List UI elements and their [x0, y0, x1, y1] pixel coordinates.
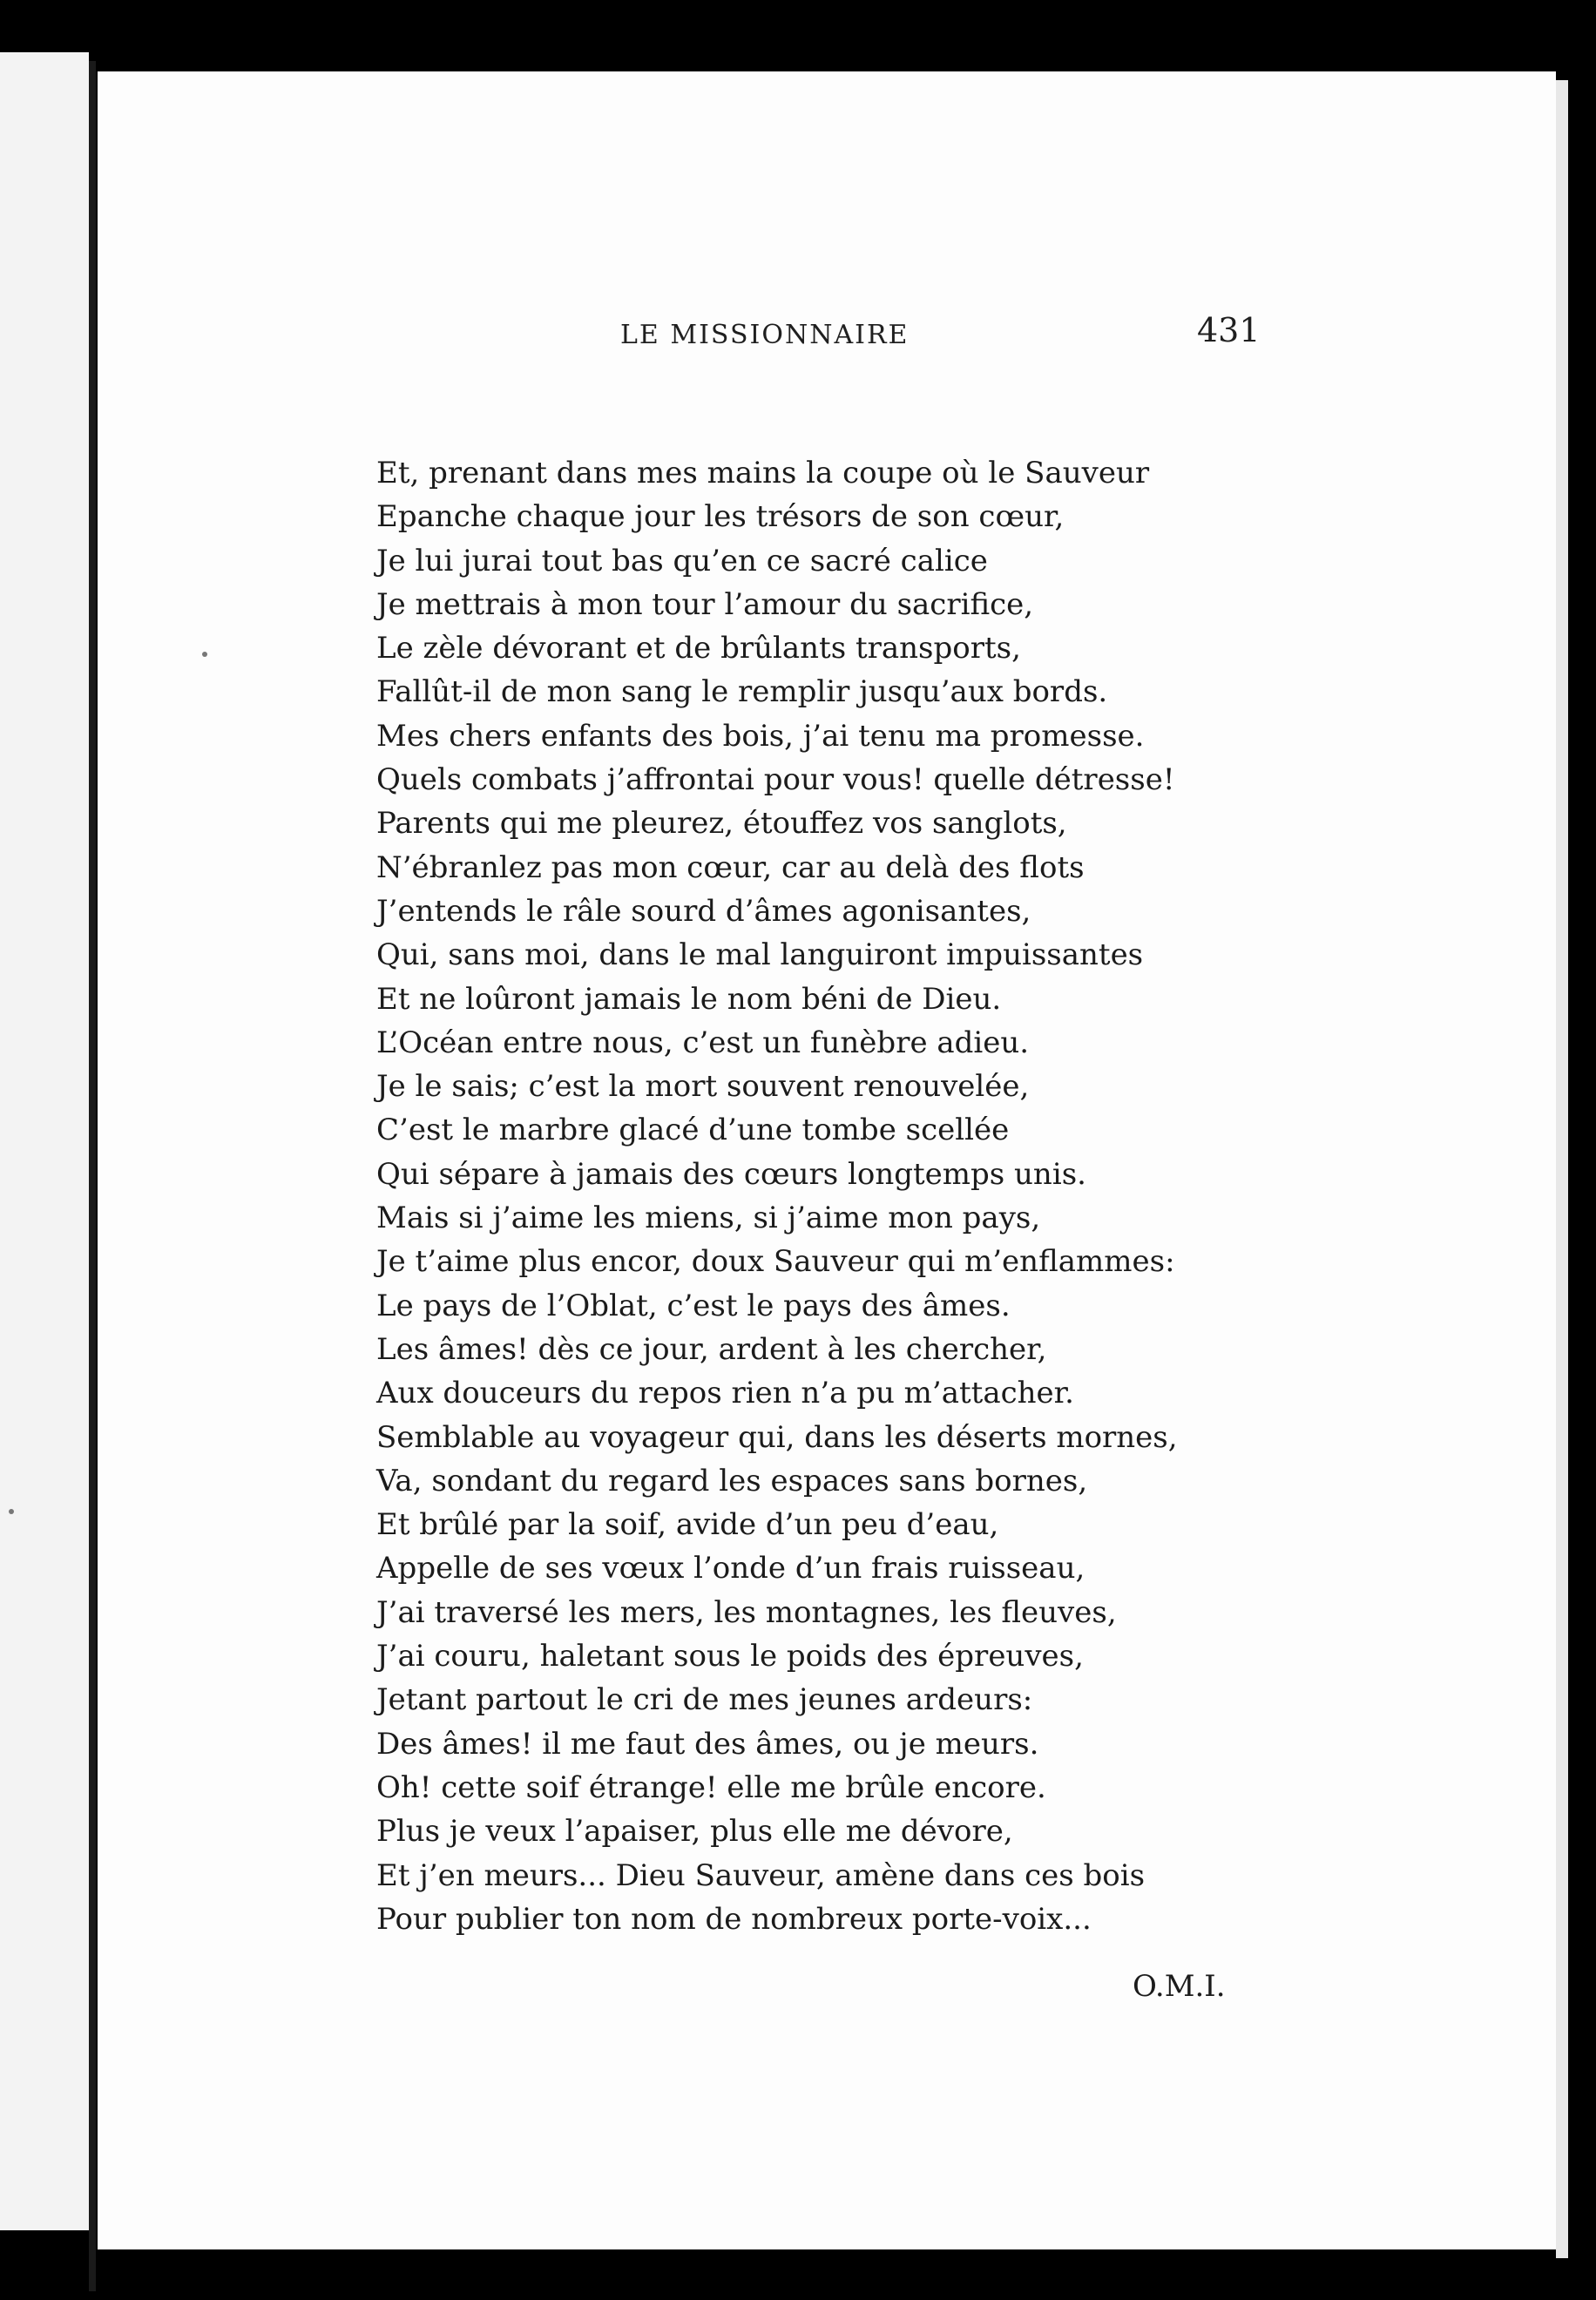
verse-line: J’entends le râle sourd d’âmes agonisantes,	[376, 893, 1031, 929]
verse-line: Qui, sans moi, dans le mal languiront impuissantes	[376, 937, 1144, 973]
verse-line: J’ai traversé les mers, les montagnes, les fleuves,	[376, 1594, 1117, 1630]
verse-line: Je le sais; c’est la mort souvent renouvelée,	[376, 1069, 1030, 1105]
book-page	[98, 71, 1556, 2249]
verse-line: Le zèle dévorant et de brûlants transports,	[376, 631, 1021, 666]
verse-line: Appelle de ses vœux l’onde d’un frais ruisseau,	[376, 1551, 1085, 1586]
verse-line: Mais si j’aime les miens, si j’aime mon pays,	[376, 1201, 1041, 1236]
verse-line: Jetant partout le cri de mes jeunes ardeurs:	[376, 1682, 1033, 1718]
verse-line: Je t’aime plus encor, doux Sauveur qui m’enflammes:	[376, 1244, 1175, 1280]
page-number: 431	[1197, 311, 1261, 349]
facing-page-edge	[0, 52, 89, 2230]
verse-line: Qui sépare à jamais des cœurs longtemps unis.	[376, 1156, 1086, 1192]
binding-shadow	[89, 61, 96, 2291]
verse-line: Et ne loûront jamais le nom béni de Dieu.	[376, 981, 1002, 1017]
page-edge-right	[1556, 80, 1568, 2258]
poem-text	[376, 451, 1378, 1941]
verse-line: Fallût-il de mon sang le remplir jusqu’aux bords.	[376, 674, 1108, 710]
running-title: LE MISSIONNAIRE	[620, 320, 910, 350]
verse-line: Mes chers enfants des bois, j’ai tenu ma promesse.	[376, 718, 1145, 754]
verse-line: Des âmes! il me faut des âmes, ou je meurs.	[376, 1726, 1039, 1762]
verse-line: Les âmes! dès ce jour, ardent à les chercher,	[376, 1331, 1047, 1367]
verse-line: Semblable au voyageur qui, dans les déserts mornes,	[376, 1419, 1178, 1455]
verse-line: Et j’en meurs... Dieu Sauveur, amène dans ces bois	[376, 1857, 1146, 1893]
verse-line: Oh! cette soif étrange! elle me brûle encore.	[376, 1769, 1046, 1805]
verse-line: Aux douceurs du repos rien n’a pu m’attacher.	[376, 1376, 1074, 1411]
signature: O.M.I.	[1133, 1969, 1226, 2004]
verse-line: L’Océan entre nous, c’est un funèbre adieu.	[376, 1025, 1030, 1060]
ink-speck	[9, 1509, 14, 1514]
verse-line: Quels combats j’affrontai pour vous! quelle détresse!	[376, 762, 1175, 798]
verse-line: Et brûlé par la soif, avide d’un peu d’eau,	[376, 1507, 999, 1543]
ink-speck	[202, 652, 207, 657]
verse-line: Le pays de l’Oblat, c’est le pays des âmes.	[376, 1288, 1011, 1323]
verse-line: Plus je veux l’apaiser, plus elle me dévore,	[376, 1814, 1013, 1850]
verse-line: Parents qui me pleurez, étouffez vos sanglots,	[376, 806, 1067, 842]
verse-line: Epanche chaque jour les trésors de son cœur,	[376, 499, 1065, 535]
verse-line: Et, prenant dans mes mains la coupe où le Sauveur	[376, 456, 1150, 490]
verse-line: Je mettrais à mon tour l’amour du sacrifice,	[376, 586, 1034, 622]
verse-line: Pour publier ton nom de nombreux porte-voix...	[376, 1901, 1092, 1937]
running-head	[98, 311, 1556, 372]
verse-line: Va, sondant du regard les espaces sans bornes,	[376, 1463, 1088, 1498]
verse-line: N’ébranlez pas mon cœur, car au delà des flots	[376, 849, 1085, 885]
verse-line: C’est le marbre glacé d’une tombe scellée	[376, 1113, 1010, 1148]
verse-line: J’ai couru, haletant sous le poids des épreuves,	[376, 1639, 1084, 1674]
verse-line: Je lui jurai tout bas qu’en ce sacré calice	[376, 543, 988, 578]
